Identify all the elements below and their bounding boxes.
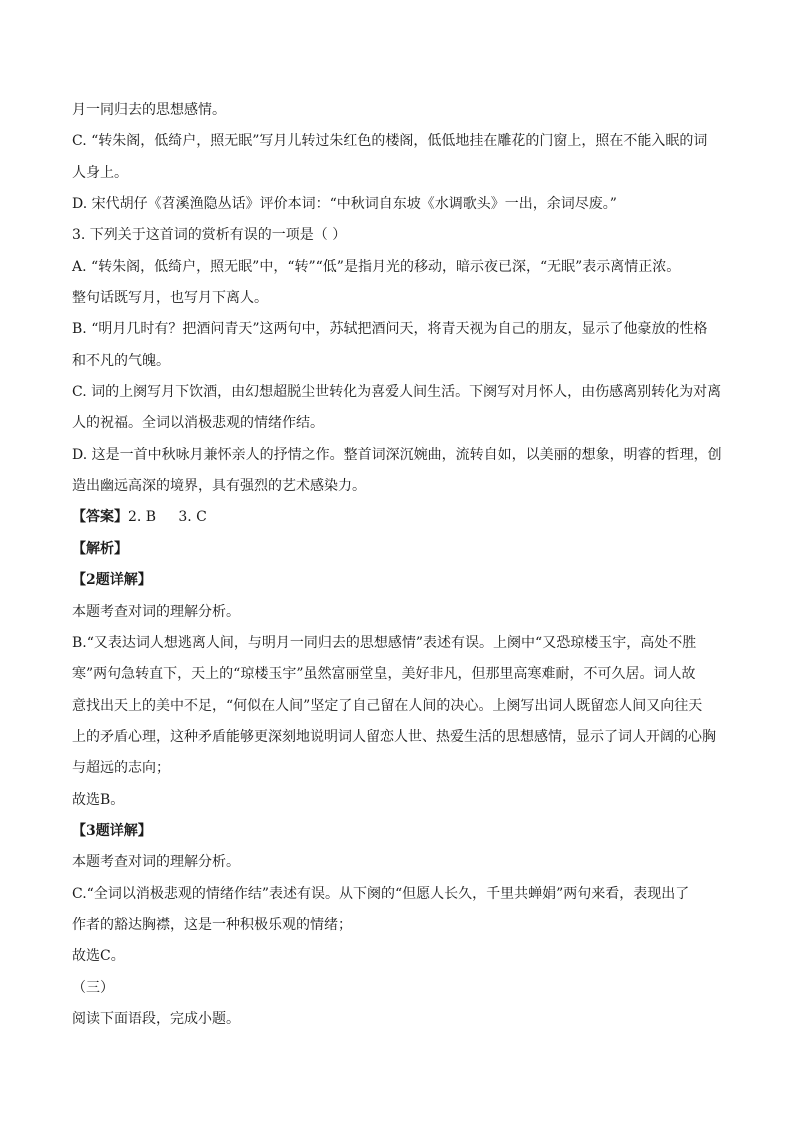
- option-d-line: D. 宋代胡仔《苕溪渔隐丛话》评价本词：“中秋词自东坡《水调歌头》一出，余词尽废。”: [72, 196, 617, 213]
- option-c-line: C. “转朱阁，低绮户，照无眠”写月儿转过朱红色的楼阁，低低地挂在雕花的门窗上，照在不能入眠的词: [72, 133, 708, 150]
- q2-heading: 【2题详解】: [72, 572, 152, 589]
- q3-heading: 【3题详解】: [72, 822, 152, 839]
- q3-explanation-line: 作者的豁达胸襟，这是一种积极乐观的情绪；: [72, 916, 352, 933]
- answer-line: [72, 507, 732, 527]
- q2-explanation-line: 与超远的志向；: [72, 760, 170, 777]
- option-b-line: B. “明月几时有？把酒问青天”这两句中，苏轼把酒问天，将青天视为自己的朋友，显示了他豪放的性格: [72, 321, 708, 338]
- q3-intro: 本题考查对词的理解分析。: [72, 854, 240, 871]
- text-line: 造出幽远高深的境界，具有强烈的艺术感染力。: [72, 478, 366, 495]
- document-page: [72, 100, 732, 1040]
- text-line: 人的祝福。全词以消极悲观的情绪作结。: [72, 415, 324, 432]
- text-line: 人身上。: [72, 164, 128, 181]
- option-d-line: D. 这是一首中秋咏月兼怀亲人的抒情之作。整首词深沉婉曲，流转自如，以美丽的想象，明睿的哲理，创: [72, 446, 722, 463]
- reading-instruction: 阅读下面语段，完成小题。: [72, 1010, 240, 1027]
- q2-explanation-line: B.“又表达词人想逃离人间，与明月一同归去的思想感情”表述有误。上阕中“又恐琼楼玉宇，高处不胜: [72, 634, 697, 651]
- section-heading: （三）: [72, 979, 114, 996]
- text-line: 月一同归去的思想感情。: [72, 102, 226, 118]
- text-line: 和不凡的气魄。: [72, 352, 170, 369]
- q2-explanation-line: 上的矛盾心理，这种矛盾能够更深刻地说明词人留恋人世、热爱生活的思想感情，显示了词人开阔的心胸: [72, 728, 716, 745]
- q2-explanation-line: 意找出天上的美中不足，“何似在人间”坚定了自己留在人间的决心。上阕写出词人既留恋人间又向往天: [72, 697, 703, 714]
- text-line: 整句话既写月，也写月下离人。: [72, 290, 268, 307]
- question-3: 3. 下列关于这首词的赏析有误的一项是（ ）: [72, 227, 347, 244]
- q2-intro: 本题考查对词的理解分析。: [72, 603, 240, 620]
- q2-explanation-line: 寒”两句急转直下，天上的“琼楼玉宇”虽然富丽堂皇，美好非凡，但那里高寒难耐，不可久居。词人故: [72, 666, 696, 683]
- q2-conclusion: 故选B。: [72, 791, 125, 808]
- answer-label: 【答案】: [72, 509, 128, 526]
- option-a-line: A. “转朱阁，低绮户，照无眠”中，“转”“低”是指月光的移动，暗示夜已深，“无眠”表示离情正浓。: [72, 258, 681, 275]
- answer-text: 2. B 3. C: [128, 509, 207, 526]
- q3-explanation-line: C.“全词以消极悲观的情绪作结”表述有误。从下阕的“但愿人长久，千里共蝉娟”两句来看，表现出了: [72, 885, 690, 902]
- option-c-line: C. 词的上阕写月下饮酒，由幻想超脱尘世转化为喜爱人间生活。下阕写对月怀人，由伤感离别转化为对离: [72, 384, 722, 401]
- q3-conclusion: 故选C。: [72, 948, 125, 965]
- analysis-label: 【解析】: [72, 540, 128, 557]
